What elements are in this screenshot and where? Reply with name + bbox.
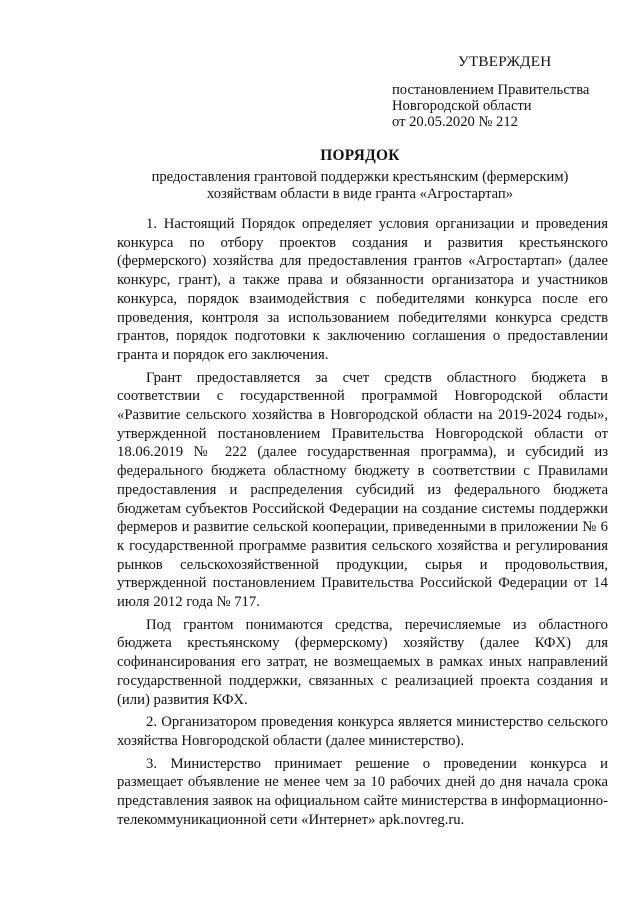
subtitle-line-1: предоставления грантовой поддержки крестьянским (фермерским) [151,169,569,185]
approval-stamp [392,54,622,130]
document-subtitle [100,169,620,203]
approval-status: УТВЕРЖДЕН [458,53,552,70]
document-title: ПОРЯДОК [320,147,400,164]
paragraph-3: Под грантом понимаются средства, перечисляемые из областного бюджета крестьянскому (фермерскому) хозяйству (далее КФХ) для софинансирования его затрат, не возмещаемых в рамках иных направлений государственной поддержки, связанных с реализацией проекта создания и (или) развития КФХ. [117,616,608,708]
paragraph-1: 1. Настоящий Порядок определяет условия организации и проведения конкурса по отбору проектов создания и развития крестьянского (фермерского) хозяйства для предоставления грантов «Агростартап» (далее конкурс, грант), а также права и обязанности организатора и участников конкурса, порядок взаимодействия с победителями конкурса после его проведения, контроля за использованием победителями конкурса средств грантов, порядок подготовки к заключению соглашения о предоставлении гранта и порядок его заключения. [117,216,608,363]
document-body [117,215,608,834]
paragraph-2: Грант предоставляется за счет средств областного бюджета в соответствии с государственной программой Новгородской области «Развитие сельского хозяйства в Новгородской области на 2019-2024 годы», утвержденной постановлением Правительства Новгородской области от 18.06.2019 № 222 (далее государственная программа), и субсидий из федерального бюджета областному бюджету в соответствии с Правилами предоставления и распределения субсидий из федерального бюджета бюджетам субъектов Российской Федерации на создание системы поддержки фермеров и развитие сельской кооперации, приведенными в приложении № 6 к государственной программе развития сельского хозяйства и регулирования рынков сельскохозяйственной продукции, сырья и продовольствия, утвержденной постановлением Правительства Российской Федерации от 14 июля 2012 года № 717. [117,369,608,611]
subtitle-line-2: хозяйствам области в виде гранта «Агростартап» [206,186,514,202]
approval-line-2: Новгородской области [392,98,532,114]
approval-line-3: от 20.05.2020 № 212 [392,114,518,130]
paragraph-5: 3. Министерство принимает решение о проведении конкурса и размещает объявление не менее чем за 10 рабочих дней до дня начала срока представления заявок на официальном сайте министерства в информационно-телекоммуникационной сети «Интернет» apk.novreg.ru. [117,755,608,828]
approval-line-1: постановлением Правительства [392,82,590,98]
paragraph-4: 2. Организатором проведения конкурса является министерство сельского хозяйства Новгородской области (далее министерство). [117,714,608,749]
